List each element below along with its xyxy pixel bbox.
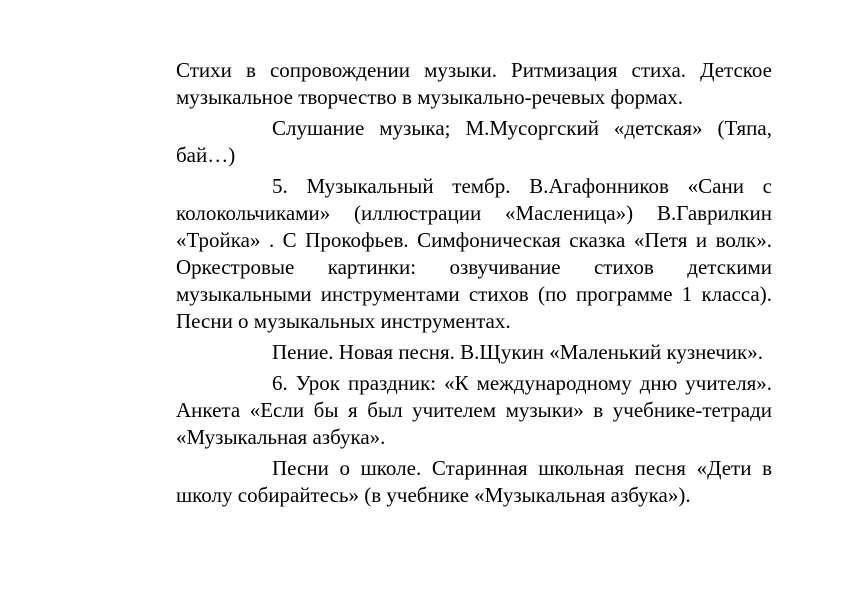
paragraph-school-songs: Песни о школе. Старинная школьная песня «Дети в школу собирайтесь» (в учебнике «Музыкальная азбука»). xyxy=(176,456,772,507)
paragraph-timbre: 5. Музыкальный тембр. В.Агафонников «Сани с колокольчиками» (иллюстрации «Масленица») В.Гаврилкин «Тройка» . С Прокофьев. Симфоническая сказка «Петя и волк». Оркестровые картинки: озвучивание стихов детскими музыкальными инструментами стихов (по программе 1 класса). Песни о музыкальных инструментах. xyxy=(176,174,772,333)
paragraph-teacher-day: 6. Урок праздник: «К международному дню учителя». Анкета «Если бы я был учителем музыки» в учебнике-тетради «Музыкальная азбука». xyxy=(176,371,772,449)
paragraph-rhythmization: Стихи в сопровождении музыки. Ритмизация стиха. Детское музыкальное творчество в музыкально-речевых формах. xyxy=(176,58,772,109)
text-block xyxy=(176,57,772,513)
paragraph-listening-mussorgsky: Слушание музыка; М.Мусоргский «детская» (Тяпа, бай…) xyxy=(176,116,772,167)
paragraph-singing-grasshopper: Пение. Новая песня. В.Щукин «Маленький кузнечик». xyxy=(272,340,763,364)
